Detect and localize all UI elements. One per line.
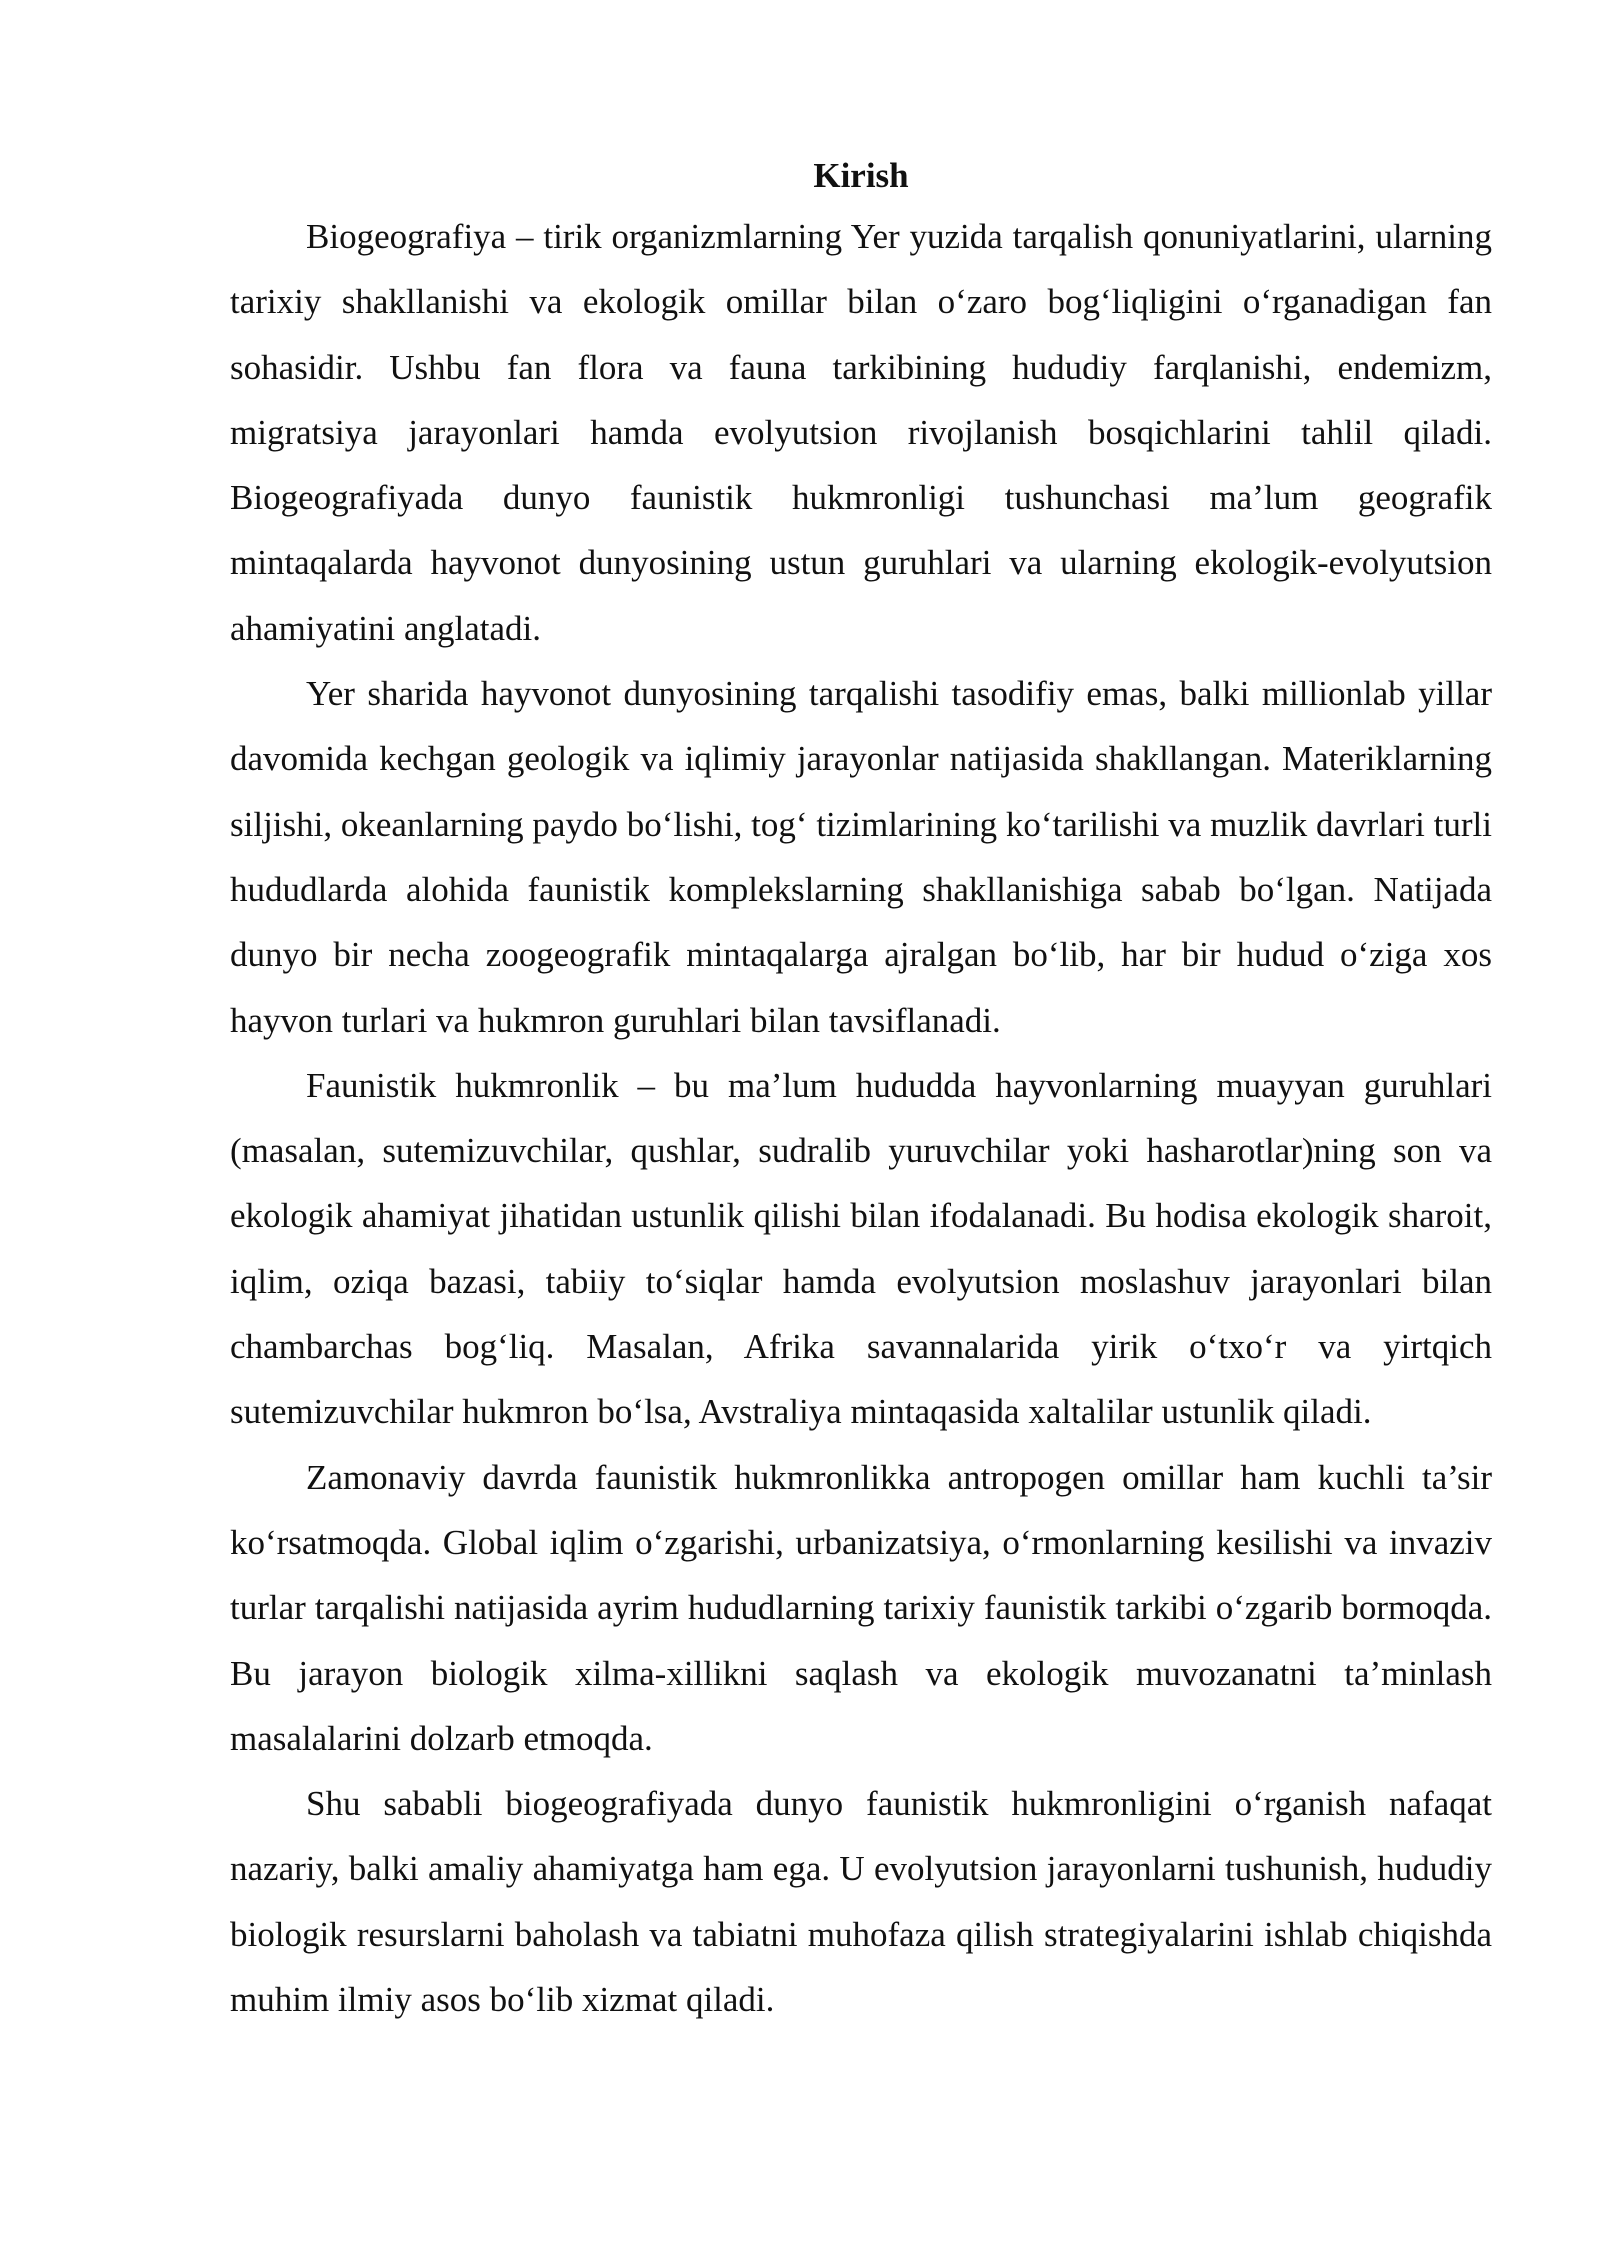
page-title: Kirish [813,156,909,195]
paragraph-4: Zamonaviy davrda faunistik hukmronlikka antropogen omillar ham kuchli ta’sir ko‘rsatmoqda. Global iqlim o‘zgarishi, urbanizatsiya, o‘rmonlarning kesilishi va invaziv turlar tarqalishi natijasida ayrim hududlarning tarixiy faunistik tarkibi o‘zgarib bormoqda. Bu jarayon biologik xilma-xillikni saqlash va ekologik muvozanatni ta’minlash masalalarini dolzarb etmoqda. [230,1457,1492,1758]
document-body [230,148,1492,2032]
paragraph-1: Biogeografiya – tirik organizmlarning Yer yuzida tarqalish qonuniyatlarini, ularning tarixiy shakllanishi va ekologik omillar bilan o‘zaro bog‘liqligini o‘rganadigan fan sohasidir. Ushbu fan flora va fauna tarkibining hududiy farqlanishi, endemizm, migratsiya jarayonlari hamda evolyutsion rivojlanish bosqichlarini tahlil qiladi. Biogeografiyada dunyo faunistik hukmronligi tushunchasi ma’lum geografik mintaqalarda hayvonot dunyosining ustun guruhlari va ularning ekologik-evolyutsion ahamiyatini anglatadi. [230,217,1492,648]
paragraph-5: Shu sababli biogeografiyada dunyo faunistik hukmronligini o‘rganish nafaqat nazariy, balki amaliy ahamiyatga ham ega. U evolyutsion jarayonlarni tushunish, hududiy biologik resurslarni baholash va tabiatni muhofaza qilish strategiyalarini ishlab chiqishda muhim ilmiy asos bo‘lib xizmat qiladi. [230,1784,1492,2020]
paragraph-2: Yer sharida hayvonot dunyosining tarqalishi tasodifiy emas, balki millionlab yillar davomida kechgan geologik va iqlimiy jarayonlar natijasida shakllangan. Materiklarning siljishi, okeanlarning paydo bo‘lishi, tog‘ tizimlarining ko‘tarilishi va muzlik davrlari turli hududlarda alohida faunistik komplekslarning shakllanishiga sabab bo‘lgan. Natijada dunyo bir necha zoogeografik mintaqalarga ajralgan bo‘lib, har bir hudud o‘ziga xos hayvon turlari va hukmron guruhlari bilan tavsiflanadi. [230,674,1492,1040]
paragraph-3: Faunistik hukmronlik – bu ma’lum hududda hayvonlarning muayyan guruhlari (masalan, sutemizuvchilar, qushlar, sudralib yuruvchilar yoki hasharotlar)ning son va ekologik ahamiyat jihatidan ustunlik qilishi bilan ifodalanadi. Bu hodisa ekologik sharoit, iqlim, oziqa bazasi, tabiiy to‘siqlar hamda evolyutsion moslashuv jarayonlari bilan chambarchas bog‘liq. Masalan, Afrika savannalarida yirik o‘txo‘r va yirtqich sutemizuvchilar hukmron bo‘lsa, Avstraliya mintaqasida xaltalilar ustunlik qiladi. [230,1065,1492,1432]
